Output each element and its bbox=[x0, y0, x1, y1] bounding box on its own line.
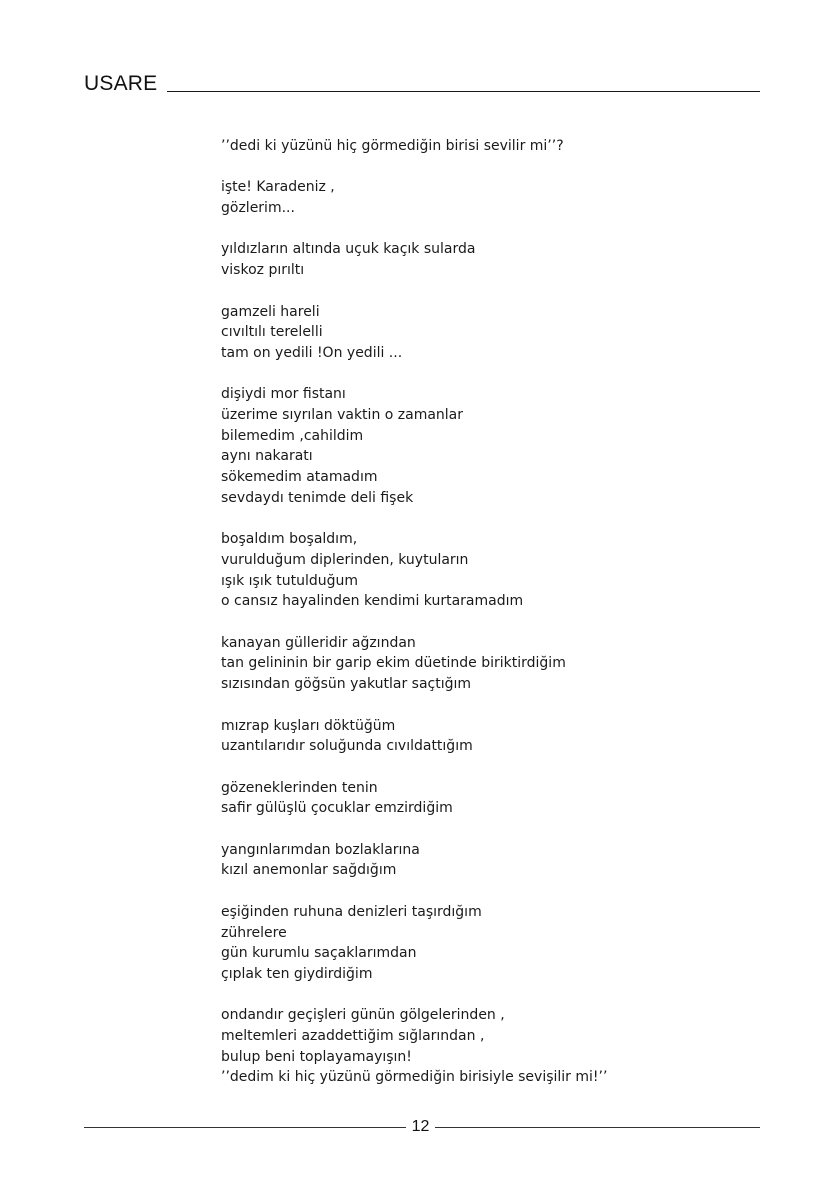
poem-line: cıvıltılı terelelli bbox=[221, 324, 323, 341]
poem-line: bilemedim ,cahildim bbox=[221, 427, 364, 444]
poem-line: ışık ışık tutulduğum bbox=[221, 572, 359, 589]
poem-line: aynı nakaratı bbox=[221, 448, 313, 465]
poem-line: tan gelininin bir garip ekim düetinde biriktirdiğim bbox=[221, 655, 566, 672]
poem-line: tam on yedili !On yedili ... bbox=[221, 344, 403, 361]
poem-line: sökemedim atamadım bbox=[221, 469, 378, 486]
stanza bbox=[221, 1005, 781, 1088]
stanza bbox=[221, 529, 781, 612]
footer-rule-left bbox=[84, 1127, 406, 1128]
stanza bbox=[221, 633, 781, 695]
poem-line: gamzeli hareli bbox=[221, 303, 320, 320]
stanza bbox=[221, 239, 781, 280]
poem-line: yıldızların altında uçuk kaçık sularda bbox=[221, 241, 476, 258]
poem-line: sevdaydı tenimde deli fişek bbox=[221, 489, 414, 506]
header-rule bbox=[167, 91, 760, 92]
poem-line: zührelere bbox=[221, 924, 287, 941]
poem-line: safir gülüşlü çocuklar emzirdiğim bbox=[221, 800, 453, 817]
poem-line: gözeneklerinden tenin bbox=[221, 779, 378, 796]
footer-rule-right bbox=[435, 1127, 760, 1128]
stanza bbox=[221, 902, 781, 985]
page-footer bbox=[84, 1117, 760, 1137]
stanza bbox=[221, 302, 781, 364]
poem-line: uzantılarıdır soluğunda cıvıldattığım bbox=[221, 738, 473, 755]
stanza bbox=[221, 136, 781, 157]
poem-line: dişiydi mor fistanı bbox=[221, 386, 346, 403]
poem-line: çıplak ten giydirdiğim bbox=[221, 965, 373, 982]
poem-line: ’’dedim ki hiç yüzünü görmediğin birisiyle sevişilir mi!’’ bbox=[221, 1069, 608, 1086]
poem-line: üzerime sıyrılan vaktin o zamanlar bbox=[221, 407, 464, 424]
stanza bbox=[221, 778, 781, 819]
poem-line: sızısından göğsün yakutlar saçtığım bbox=[221, 676, 472, 693]
poem-line: kanayan gülleridir ağzından bbox=[221, 634, 416, 651]
poem-line: viskoz pırıltı bbox=[221, 262, 305, 279]
poem-line: kızıl anemonlar sağdığım bbox=[221, 862, 397, 879]
stanza bbox=[221, 716, 781, 757]
poem-line: vurulduğum diplerinden, kuytuların bbox=[221, 551, 469, 568]
poem-line: meltemleri azaddettiğim sığlarından , bbox=[221, 1028, 485, 1045]
stanza bbox=[221, 384, 781, 508]
poem-line: ondandır geçişleri günün gölgelerinden , bbox=[221, 1007, 505, 1024]
header-title: USARE bbox=[84, 72, 158, 95]
poem-line: işte! Karadeniz , bbox=[221, 179, 335, 196]
page-header bbox=[84, 72, 760, 96]
poem-line: yangınlarımdan bozlaklarına bbox=[221, 841, 420, 858]
stanza bbox=[221, 177, 781, 218]
poem-line: o cansız hayalinden kendimi kurtaramadım bbox=[221, 593, 524, 610]
page-number: 12 bbox=[411, 1118, 430, 1135]
poem-line: gün kurumlu saçaklarımdan bbox=[221, 945, 417, 962]
poem-body bbox=[221, 136, 781, 1109]
poem-line: bulup beni toplayamayışın! bbox=[221, 1048, 412, 1065]
poem-line: mızrap kuşları döktüğüm bbox=[221, 717, 396, 734]
poem-line: ’’dedi ki yüzünü hiç görmediğin birisi sevilir mi’’? bbox=[221, 138, 564, 154]
poem-line: gözlerim... bbox=[221, 200, 295, 217]
poem-line: boşaldım boşaldım, bbox=[221, 531, 358, 548]
stanza bbox=[221, 840, 781, 881]
poem-line: eşiğinden ruhuna denizleri taşırdığım bbox=[221, 903, 482, 920]
